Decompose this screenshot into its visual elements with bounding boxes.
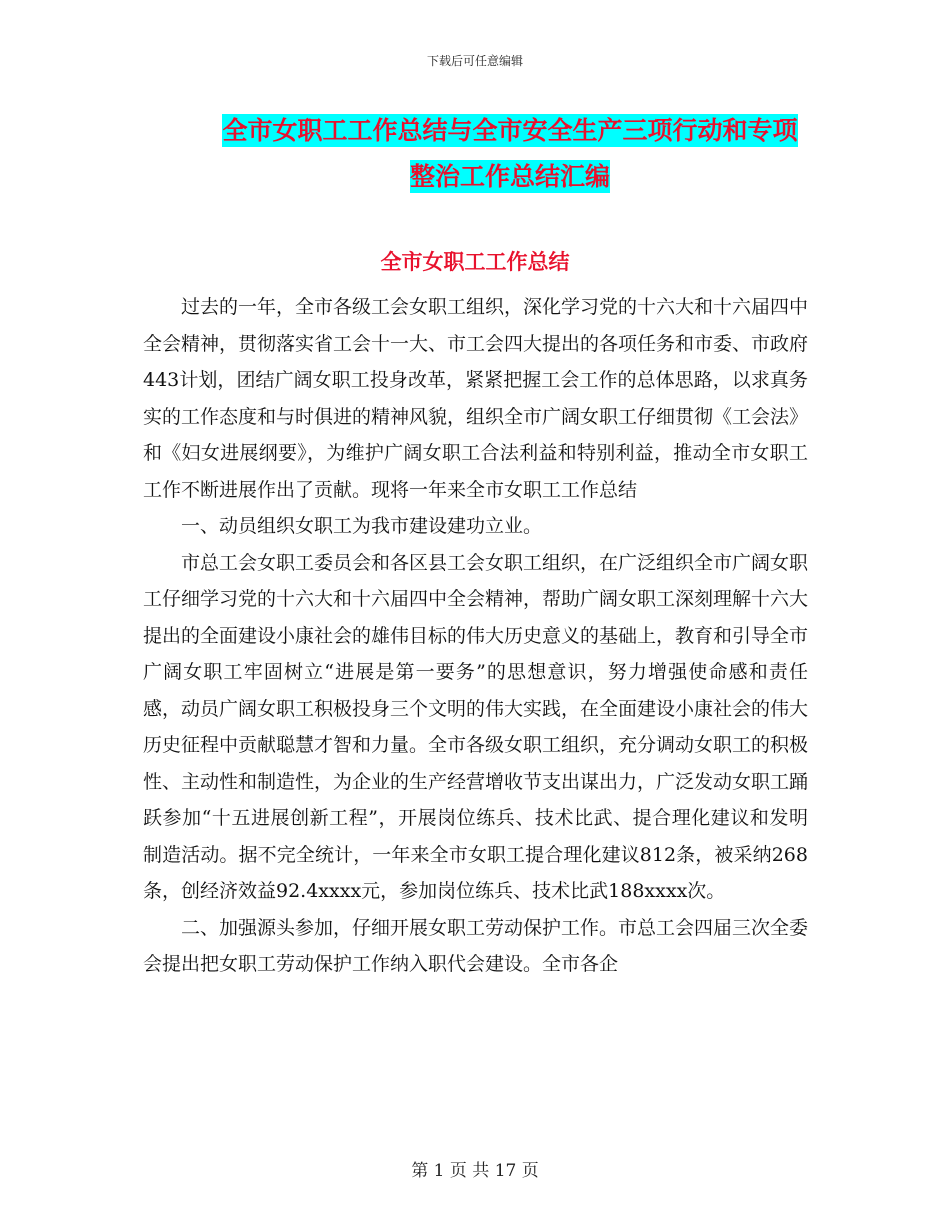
paragraph: 过去的一年，全市各级工会女职工组织，深化学习党的十六大和十六届四中全会精神，贯彻落实省工会十一大、市工会四大提出的各项任务和市委、市政府443计划，团结广阔女职工投身改革，紧紧把握工会工作的总体思路，以求真务实的工作态度和与时俱进的精神风貌，组织全市广阔女职工仔细贯彻《工会法》和《妇女进展纲要》，为维护广阔女职工合法利益和特别利益，推动全市女职工工作不断进展作出了贡献。现将一年来全市女职工工作总结 xyxy=(143,296,809,501)
document-title xyxy=(190,108,830,200)
page-header: 下载后可任意编辑 xyxy=(426,54,523,68)
document-title-line-2: 整治工作总结汇编 xyxy=(409,162,610,191)
document-title-line-1: 全市女职工工作总结与全市安全生产三项行动和专项 xyxy=(222,116,798,145)
page-footer: 第 1 页 共 17 页 xyxy=(411,1161,539,1181)
document-body xyxy=(143,289,808,983)
paragraph: 市总工会女职工委员会和各区县工会女职工组织，在广泛组织全市广阔女职工仔细学习党的十六大和十六届四中全会精神，帮助广阔女职工深刻理解十六大提出的全面建设小康社会的雄伟目标的伟大历史意义的基础上，教育和引导全市广阔女职工牢固树立“进展是第一要务”的思想意识，努力增强使命感和责任感，动员广阔女职工积极投身三个文明的伟大实践，在全面建设小康社会的伟大历史征程中贡献聪慧才智和力量。全市各级女职工组织，充分调动女职工的积极性、主动性和制造性，为企业的生产经营增收节支出谋出力，广泛发动女职工踊跃参加“十五进展创新工程”，开展岗位练兵、技术比武、提合理化建议和发明制造活动。据不完全统计，一年来全市女职工提合理化建议812条，被采纳268条，创经济效益92.4xxxx元，参加岗位练兵、技术比武188xxxx次。 xyxy=(143,551,809,902)
paragraph: 二、加强源头参加，仔细开展女职工劳动保护工作。市总工会四届三次全委会提出把女职工劳动保护工作纳入职代会建设。全市各企 xyxy=(143,916,809,975)
paragraph: 一、动员组织女职工为我市建设建功立业。 xyxy=(181,515,543,537)
section-title: 全市女职工工作总结 xyxy=(380,250,570,274)
